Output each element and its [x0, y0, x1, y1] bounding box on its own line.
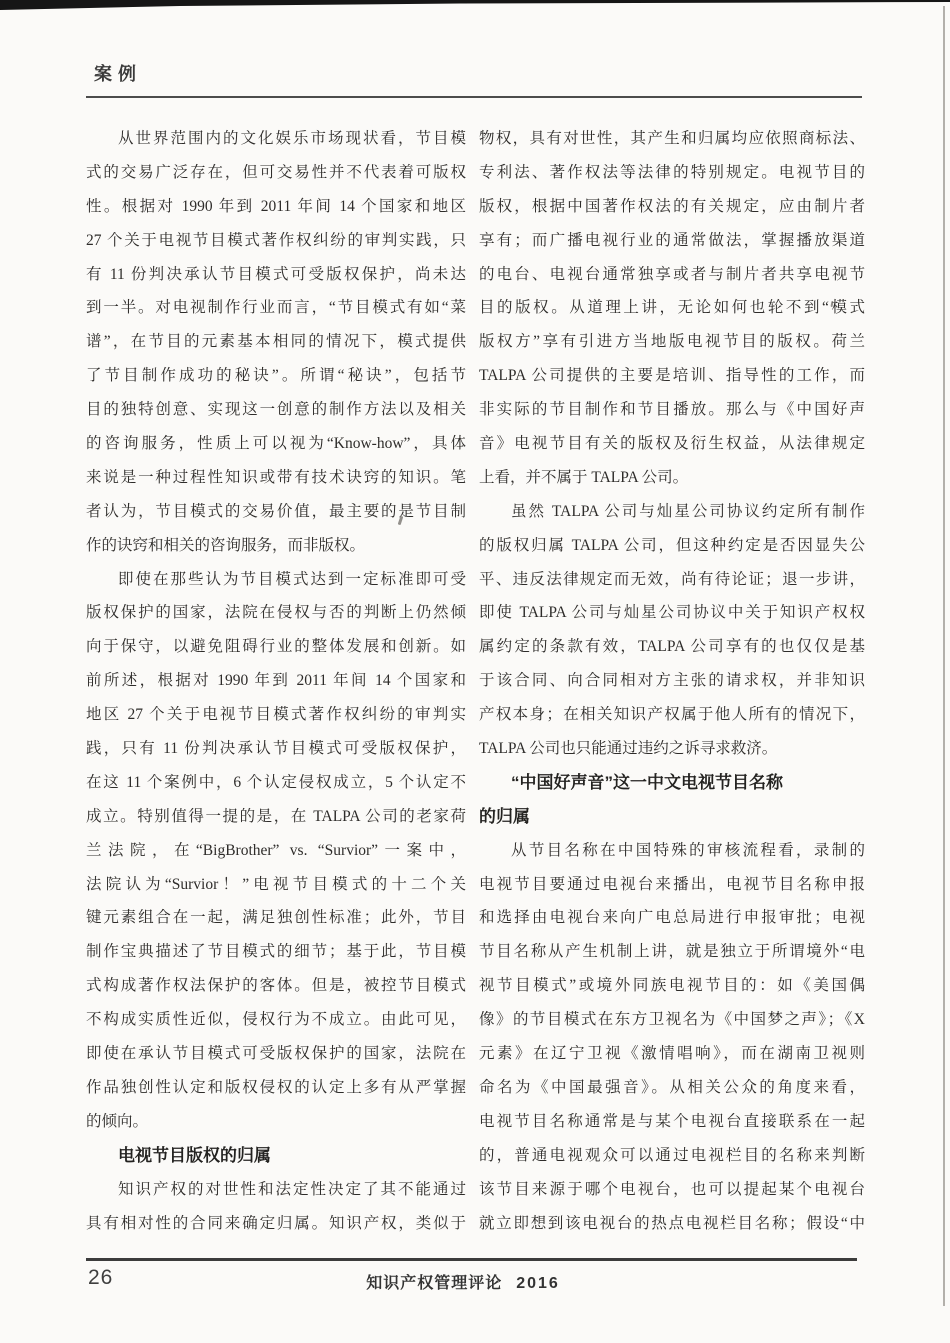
- text-line: 式的交易广泛存在，但可交易性并不代表着可版权: [86, 163, 466, 181]
- text-line: 产权本身；在相关知识产权属于他人所有的情况下，: [479, 706, 865, 724]
- header-rule: [86, 96, 862, 98]
- text-line: 制作宝典描述了节目模式的细节；基于此，节目模: [86, 943, 466, 961]
- text-line: 命名为《中国最强音》。从相关公众的角度来看，: [479, 1078, 865, 1096]
- text-line: 性。根据对 1990 年到 2011 年间 14 个国家和地区: [86, 197, 466, 215]
- text-line: 专利法、著作权法等法律的特别规定。电视节目的: [479, 163, 865, 181]
- text-line: 到一半。对电视制作行业而言，“节目模式有如“菜: [86, 299, 466, 317]
- text-line: 版权保护的国家，法院在侵权与否的判断上仍然倾: [86, 604, 466, 622]
- text-line: 具有相对性的合同来确定归属。知识产权，类似于: [86, 1214, 466, 1232]
- journal-footer: [0, 1270, 938, 1293]
- journal-year: 2016: [516, 1275, 560, 1292]
- text-line: 有 11 份判决承认节目模式可受版权保护，尚未达: [86, 265, 466, 283]
- text-line: 物权，具有对世性，其产生和归属均应依照商标法、: [479, 130, 865, 147]
- text-line: 的，普通电视观众可以通过电视栏目的名称来判断: [479, 1146, 865, 1164]
- text-line: 版权，根据中国著作权法的有关规定，应由制片者: [479, 197, 865, 215]
- page-number: 26: [88, 1266, 114, 1289]
- text-line: 该节目来源于哪个电视台，也可以提起某个电视台: [479, 1180, 865, 1198]
- left-text-column: [86, 122, 466, 1240]
- right-text-column: [479, 122, 865, 1240]
- text-line: 谱”，在节目的元素基本相同的情况下，模式提供: [86, 333, 466, 351]
- text-line: 非实际的节目制作和节目播放。那么与《中国好声: [479, 401, 865, 419]
- section-heading-line: “中国好声音”这一中文电视节目名称: [511, 772, 783, 792]
- text-line: 的咨询服务，性质上可以视为“Know-how”，具体: [86, 435, 466, 453]
- text-line: 目的版权。从道理上讲，无论如何也轮不到“模式: [479, 299, 865, 317]
- text-line: 即使 TALPA 公司与灿星公司协议中关于知识产权权: [479, 604, 865, 622]
- text-line: TALPA 公司提供的主要是培训、指导性的工作，而: [479, 367, 865, 385]
- text-line: 就立即想到该电视台的热点电视栏目名称；假设“中: [479, 1214, 865, 1232]
- text-line: 来说是一种过程性知识或带有技术诀窍的知识。笔: [86, 468, 466, 486]
- text-line: 法院认为“Survior！”电视节目模式的十二个关: [86, 875, 466, 893]
- text-line: 即使在那些认为节目模式达到一定标准即可受: [118, 570, 466, 588]
- text-line: 作的诀窍和相关的咨询服务，而非版权。: [86, 536, 366, 554]
- text-line: 即使在承认节目模式可受版权保护的国家，法院在: [86, 1045, 466, 1063]
- text-line: 作品独创性认定和版权侵权的认定上多有从严掌握: [86, 1078, 466, 1096]
- text-line: 兰法院，在“BigBrother” vs. “Survior”一案中，: [86, 841, 466, 859]
- text-line: 节目名称从产生机制上讲，就是独立于所谓境外“电: [479, 943, 865, 961]
- text-line: 版权方”享有引进方当地版电视节目的版权。荷兰: [479, 333, 865, 351]
- journal-title: 知识产权管理评论: [366, 1275, 503, 1292]
- text-line: 式构成著作权法保护的客体。但是，被控节目模式: [86, 977, 466, 995]
- text-line: 属约定的条款有效，TALPA 公司享有的也仅仅是基: [479, 638, 865, 656]
- text-line: 电视节目要通过电视台来播出，电视节目名称申报: [479, 875, 865, 893]
- text-line: 元素》在辽宁卫视《激情唱响》，而在湖南卫视则: [479, 1045, 865, 1063]
- text-line: 成立。特别值得一提的是，在 TALPA 公司的老家荷: [86, 807, 466, 825]
- text-line: 平、违反法律规定而无效，尚有待论证；退一步讲，: [479, 570, 865, 588]
- text-line: TALPA 公司也只能通过违约之诉寻求救济。: [479, 740, 778, 758]
- section-heading-line: 的归属: [479, 806, 530, 826]
- text-line: 电视节目名称通常是与某个电视台直接联系在一起: [479, 1112, 865, 1130]
- text-line: 像》的节目模式在东方卫视名为《中国梦之声》；《X: [479, 1011, 865, 1029]
- text-line: 知识产权的对世性和法定性决定了其不能通过: [118, 1180, 466, 1198]
- text-line: 的电台、电视台通常独享或者与制片者共享电视节: [479, 265, 865, 283]
- text-line: 音》电视节目有关的版权及衍生权益，从法律规定: [479, 435, 865, 453]
- text-line: 的版权归属 TALPA 公司，但这种约定是否因显失公: [479, 536, 865, 554]
- text-line: 的倾向。: [86, 1112, 149, 1130]
- text-line: 从世界范围内的文化娱乐市场现状看，节目模: [118, 130, 466, 147]
- text-line: 从节目名称在中国特殊的审核流程看，录制的: [511, 841, 865, 859]
- text-line: 在这 11 个案例中，6 个认定侵权成立，5 个认定不: [86, 773, 466, 791]
- text-line: 者认为，节目模式的交易价值，最主要的是节目制: [86, 502, 466, 520]
- scan-top-edge-artifact: [0, 0, 950, 12]
- text-line: 践，只有 11 份判决承认节目模式可受版权保护，: [86, 740, 466, 758]
- text-line: 于该合同、向合同相对方主张的请求权，并非知识: [479, 672, 865, 690]
- text-line: 和选择由电视台来向广电总局进行申报审批；电视: [479, 909, 865, 927]
- footer-rule: [86, 1258, 857, 1261]
- text-line: 虽然 TALPA 公司与灿星公司协议约定所有制作: [511, 502, 865, 520]
- section-heading-line: 电视节目版权的归属: [118, 1145, 271, 1165]
- text-line: 享有；而广播电视行业的通常做法，掌握播放渠道: [479, 231, 865, 249]
- text-line: 不构成实质性近似，侵权行为不成立。由此可见，: [86, 1011, 466, 1029]
- text-line: 地区 27 个关于电视节目模式著作权纠纷的审判实: [86, 706, 466, 724]
- scan-right-edge-artifact: [943, 6, 945, 1306]
- text-line: 键元素组合在一起，满足独创性标准；此外，节目: [86, 909, 466, 927]
- section-kicker: 案例: [94, 64, 142, 84]
- text-line: 27 个关于电视节目模式著作权纠纷的审判实践，只: [86, 231, 466, 249]
- text-line: 向于保守，以避免阻碍行业的整体发展和创新。如: [86, 638, 466, 656]
- text-line: 了节目制作成功的秘诀”。所谓“秘诀”，包括节: [86, 367, 466, 385]
- text-line: 目的独特创意、实现这一创意的制作方法以及相关: [86, 401, 466, 419]
- text-line: 上看，并不属于 TALPA 公司。: [479, 468, 689, 486]
- text-line: 视节目模式”或境外同族电视节目的：如《美国偶: [479, 977, 865, 995]
- text-line: 前所述，根据对 1990 年到 2011 年间 14 个国家和: [86, 672, 466, 690]
